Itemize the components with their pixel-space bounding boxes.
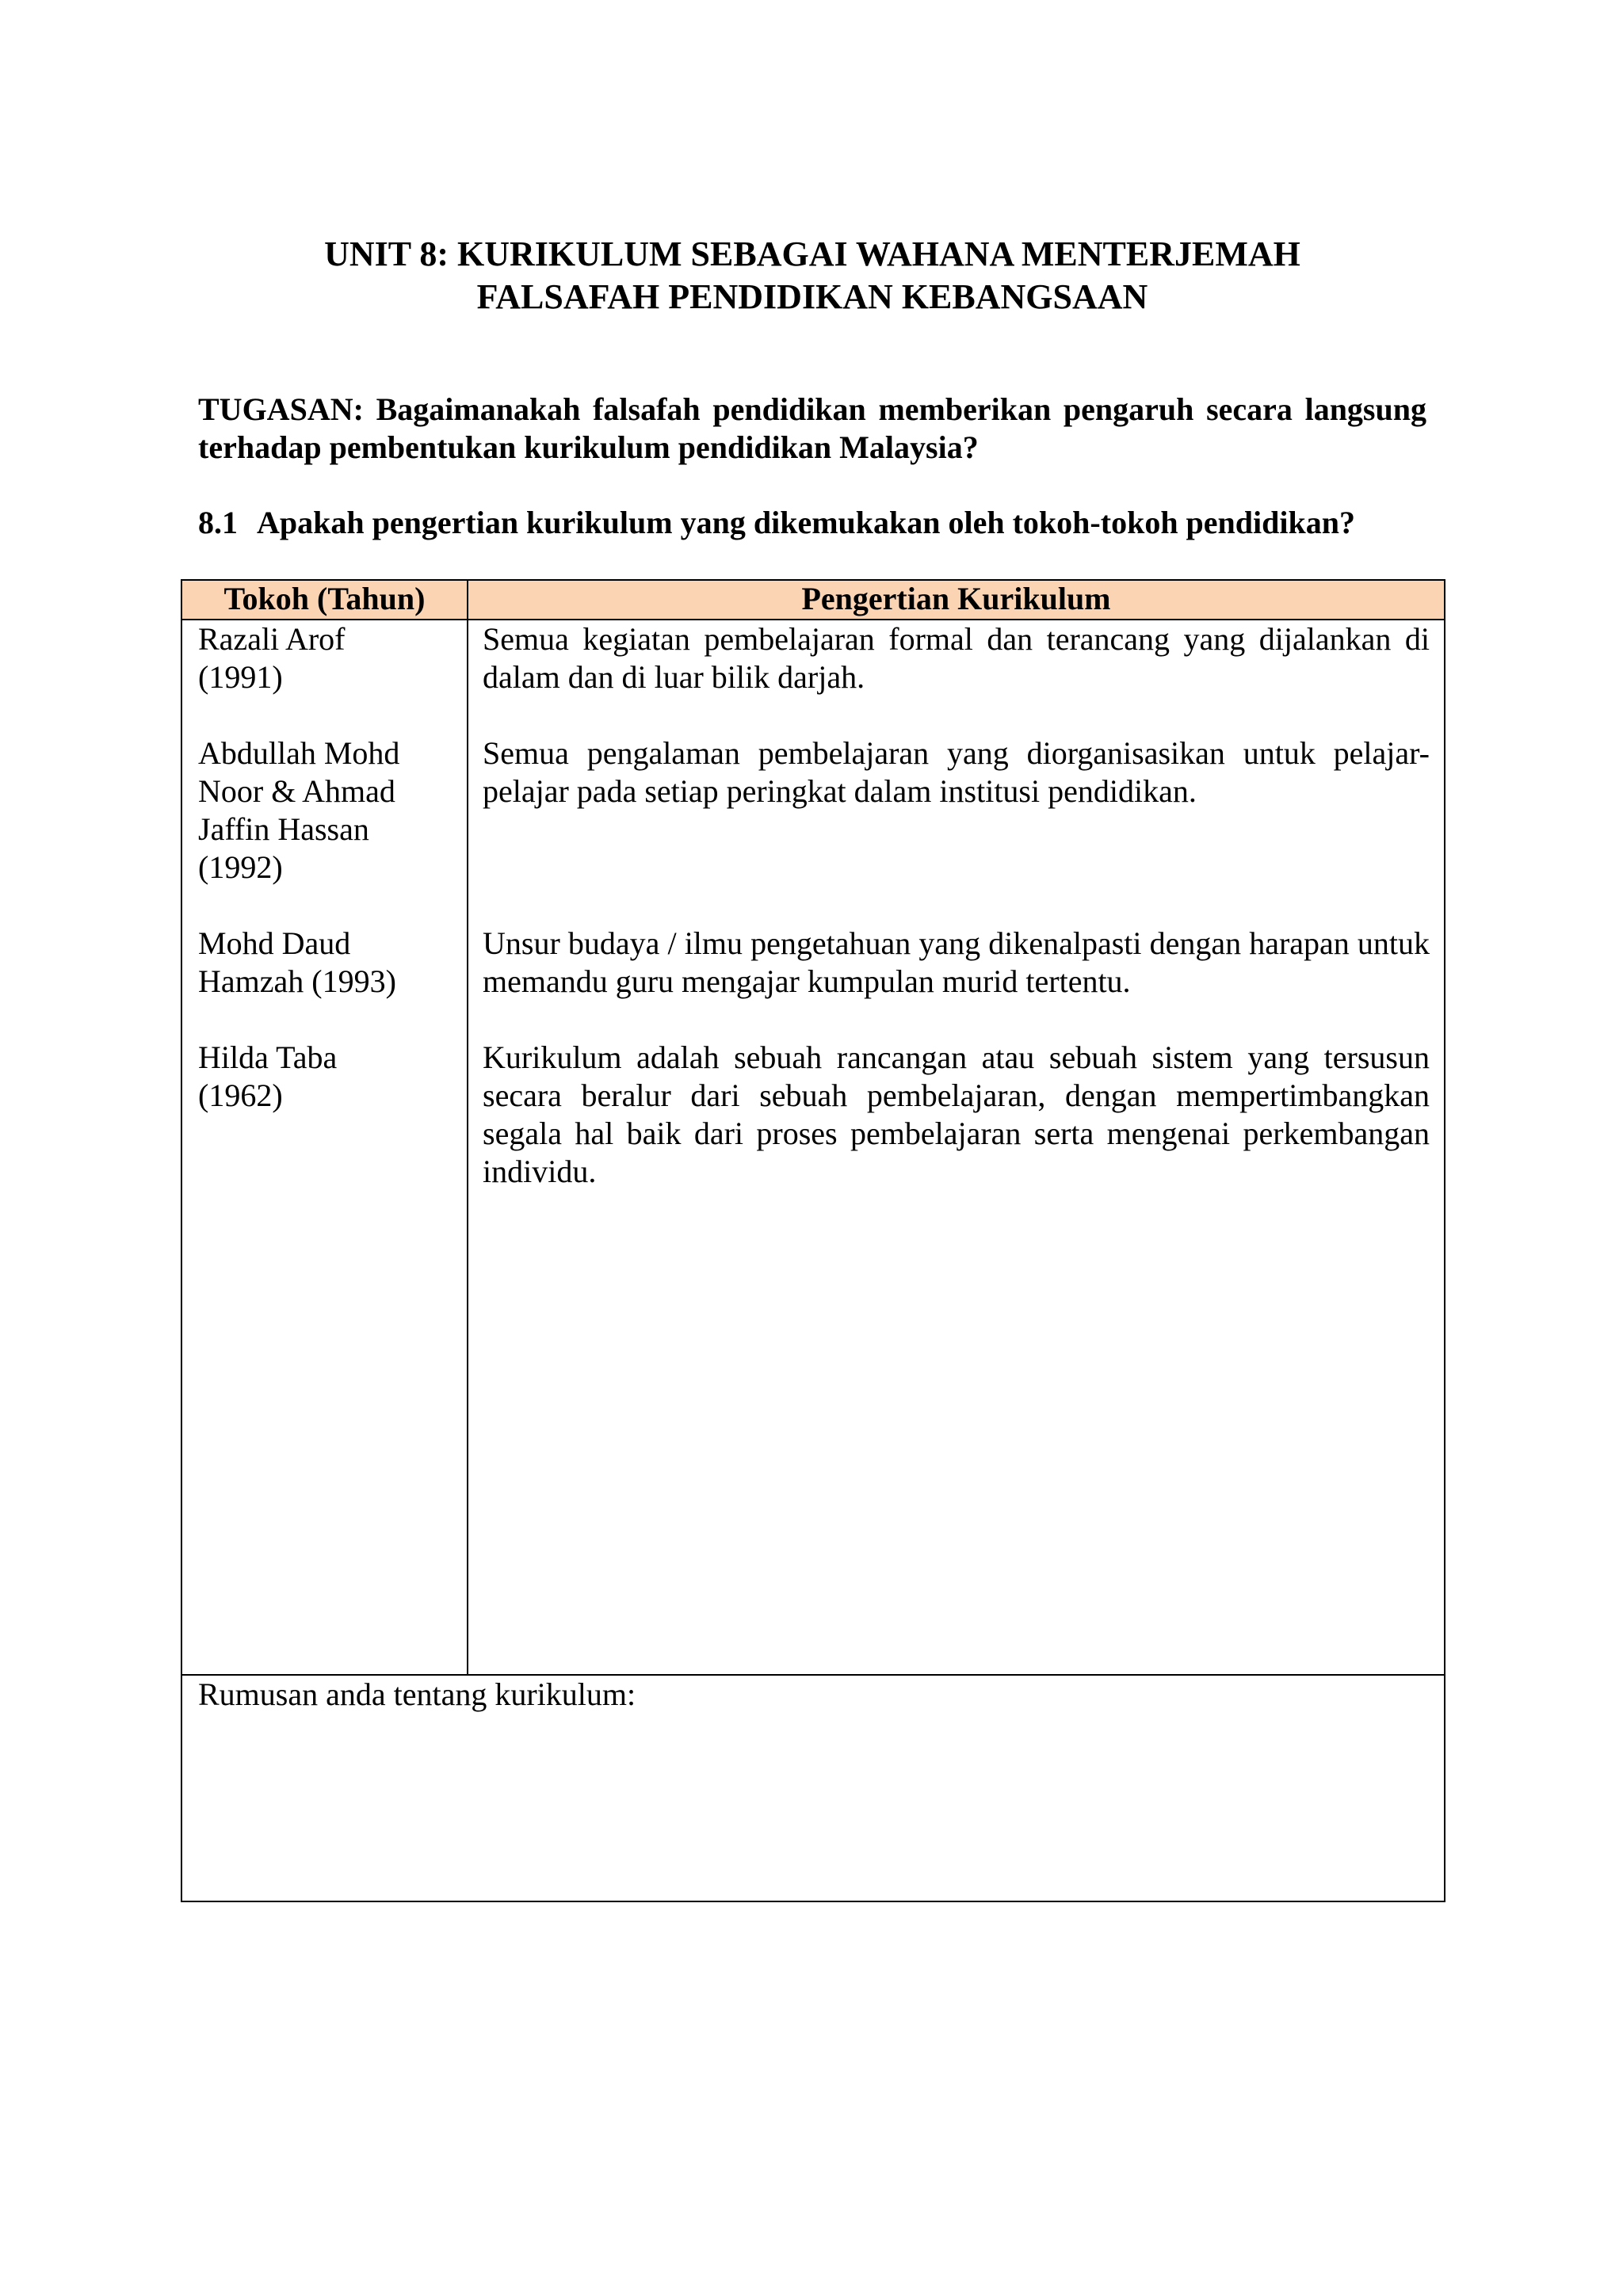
definition-text: Kurikulum adalah sebuah rancangan atau sebuah sistem yang tersusun secara beralur dari sebuah pembelajaran, dengan mempertimbangkan segala hal baik dari proses pembelajaran serta mengenai perkembangan individu. — [483, 1039, 1430, 1189]
summary-cell[interactable] — [181, 1675, 1445, 1901]
question-text: Apakah pengertian kurikulum yang dikemukakan oleh tokoh-tokoh pendidikan? — [257, 505, 1356, 540]
curriculum-table — [181, 579, 1445, 1902]
tokoh-name-line: Razali Arof — [198, 621, 346, 657]
task-paragraph: TUGASAN: Bagaimanakah falsafah pendidikan memberikan pengaruh secara langsung terhadap pembentukan kurikulum pendidikan Malaysia? — [198, 391, 1426, 465]
summary-row — [181, 1675, 1445, 1901]
header-pengertian: Pengertian Kurikulum — [468, 580, 1445, 620]
definition-entry — [483, 1039, 1430, 1191]
tokoh-year-line: (1991) — [198, 659, 283, 695]
tokoh-name-line: Mohd Daud — [198, 925, 351, 961]
tokoh-year-line: (1962) — [198, 1077, 283, 1113]
definition-text: Semua kegiatan pembelajaran formal dan terancang yang dijalankan di dalam dan di luar bilik darjah. — [483, 621, 1430, 695]
definition-text: Unsur budaya / ilmu pengetahuan yang dikenalpasti dengan harapan untuk memandu guru mengajar kumpulan murid tertentu. — [483, 925, 1430, 999]
tokoh-name-line: Noor & Ahmad — [198, 773, 395, 809]
tokoh-column — [181, 620, 468, 1675]
tokoh-entry — [198, 734, 459, 887]
definition-text: Semua pengalaman pembelajaran yang diorganisasikan untuk pelajar-pelajar pada setiap peringkat dalam institusi pendidikan. — [483, 735, 1430, 809]
definition-column — [468, 620, 1445, 1675]
tokoh-name-line: Hilda Taba — [198, 1039, 338, 1075]
page-title — [198, 233, 1426, 318]
tokoh-name-line: Abdullah Mohd — [198, 735, 400, 771]
tokoh-entry — [198, 1039, 459, 1115]
summary-label: Rumusan anda tentang kurikulum: — [198, 1676, 636, 1712]
tokoh-entry — [198, 620, 459, 696]
tokoh-year-line: (1992) — [198, 849, 283, 885]
table-body-row — [181, 620, 1445, 1675]
title-line-1: UNIT 8: KURIKULUM SEBAGAI WAHANA MENTERJEMAH — [324, 235, 1300, 273]
title-line-2: FALSAFAH PENDIDIKAN KEBANGSAAN — [476, 277, 1148, 316]
definition-entry — [483, 734, 1430, 887]
tokoh-name-line: Jaffin Hassan — [198, 811, 369, 847]
tokoh-entry — [198, 925, 459, 1001]
tokoh-name-line: Hamzah (1993) — [198, 963, 396, 999]
question-heading — [198, 504, 1466, 542]
header-tokoh: Tokoh (Tahun) — [181, 580, 468, 620]
definition-entry — [483, 620, 1430, 696]
question-number: 8.1 — [198, 505, 238, 540]
definition-entry — [483, 925, 1430, 1001]
table-header-row — [181, 580, 1445, 620]
